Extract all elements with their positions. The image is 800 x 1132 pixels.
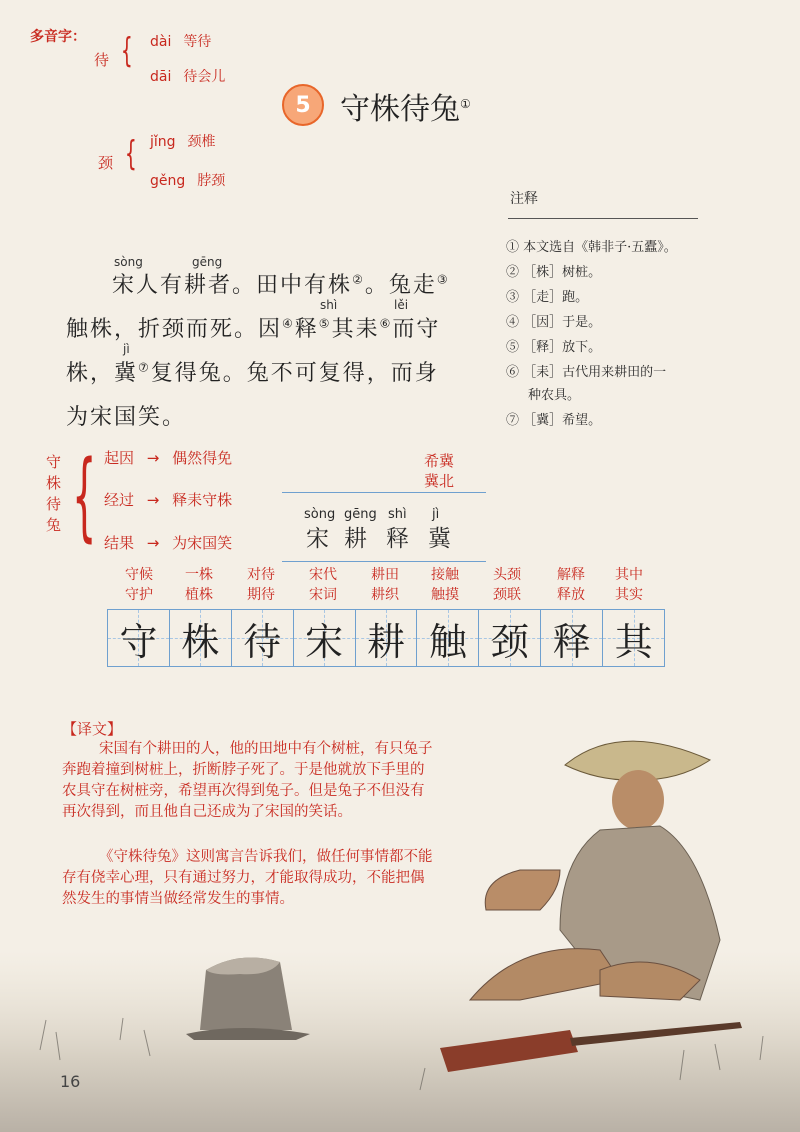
lesson-number-badge: 5 [282,84,324,126]
guide-line [282,492,486,493]
grid-cell [541,610,603,666]
grid-char: 株 [181,619,220,664]
pinyin: dāi [150,69,172,85]
text-seg: 而守 [392,317,441,342]
mindmap-label: 经过 [104,491,135,509]
pinyin: shì [388,507,407,522]
mindmap-label: 结果 [104,534,135,552]
practice-chars [306,520,457,553]
translation-line: 《守株待兔》这则寓言告诉我们，做任何事情都不能 [99,849,433,865]
pinyin: sòng [304,507,336,522]
mindmap-title: 守株待兔 [46,453,62,534]
compound-word: 希冀 [424,452,455,470]
grid-cell [294,610,356,666]
word-pair [106,565,172,605]
note-item: ⑦ ［冀］希望。 [506,413,602,428]
text-seg: 耒 [355,317,380,342]
footnote-ref: ③ [436,272,450,287]
mindmap-result: 偶然得免 [172,449,233,467]
character-writing-grid [107,609,665,667]
mindmap-row [104,489,232,510]
grid-char: 宋 [305,619,344,664]
text-seg: 其 [331,317,356,342]
grid-cell [417,610,479,666]
grid-char: 触 [428,619,467,664]
note-item: 种农具。 [528,388,581,403]
practice-char: 释 [386,526,415,552]
text-line-1 [112,268,450,299]
note-item: ① 本文选自《韩非子·五蠹》。 [506,240,677,255]
word: 解释 [557,567,585,583]
footnote-ref: ② [352,272,365,287]
note-item: ⑤ ［释］放下。 [506,340,602,355]
polyphonic-entry [150,31,211,51]
word: 其中 [615,567,643,583]
pinyin-geng: gēng [192,255,223,269]
word-pair [352,565,418,605]
word-pair [228,565,294,605]
word-pair [166,565,232,605]
text-seg: 复得兔。兔不可复得，而身 [150,361,439,386]
word: 植株 [185,587,213,603]
footnote-ref: ⑤ [318,316,332,331]
note-item: ⑥ ［耒］古代用来耕田的一 [506,365,667,380]
text-seg: 宋 [112,273,137,298]
grid-cell [170,610,232,666]
translation-line: 农具守在树桩旁，希望再次得到兔子。但是兔子不但没有 [62,783,425,799]
practice-char: 宋 [306,526,335,552]
mindmap-row [104,532,232,553]
arrow-icon: → [146,534,160,552]
note-item: ② ［株］树桩。 [506,265,602,280]
polyphonic-entry [150,66,225,86]
pinyin: gěng [150,173,186,189]
pinyin-ji: jì [123,342,130,356]
notes-title: 注释 [510,191,538,207]
brace-icon: { [124,134,137,174]
word: 触摸 [431,587,459,603]
pinyin: jì [432,507,440,522]
word-pair [474,565,540,605]
translation-line: 宋国有个耕田的人，他的田地中有个树桩，有只兔子 [99,741,433,757]
word: 守候 [125,567,153,583]
mindmap-result: 为宋国笑 [172,534,233,552]
lesson-title [340,84,471,128]
word: 期待 [247,587,275,603]
mindmap-row [104,447,232,468]
translation-label: 【译文】 [62,720,123,738]
polyphonic-entry [150,170,225,190]
guide-line [282,561,486,562]
text-seg: 释 [294,317,319,342]
word-pair [290,565,356,605]
word-pair [538,565,604,605]
word: 接触 [431,567,459,583]
word: 脖颈 [197,173,226,189]
grid-cell [356,610,418,666]
translation-line: 然发生的事情当做经常发生的事情。 [62,891,294,907]
word: 守护 [125,587,153,603]
word-pair [412,565,478,605]
grid-char: 其 [614,619,653,664]
page-number: 16 [60,1072,81,1091]
pinyin: jǐng [150,134,176,150]
lesson-title-text: 守株待兔 [340,92,460,127]
footnote-ref: ④ [282,316,295,331]
text-seg: 耕 [184,273,209,298]
polyphonic-char-jing: 颈 [98,154,114,172]
word: 耕田 [371,567,399,583]
polyphonic-label: 多音字： [30,29,86,45]
note-item: ④ ［因］于是。 [506,315,602,330]
grid-cell [108,610,170,666]
grid-char: 守 [119,619,158,664]
translation-line: 奔跑着撞到树桩上，折断脖子死了。于是他就放下手里的 [62,762,425,778]
text-seg: 株， [66,361,115,386]
word: 颈联 [493,587,521,603]
text-seg: 触株，折颈而死。因 [66,317,283,342]
text-line-4: 为宋国笑。 [66,405,187,430]
grid-cell [232,610,294,666]
word-compound [424,451,454,491]
word: 对待 [247,567,275,583]
note-item: ③ ［走］跑。 [506,290,589,305]
polyphonic-entry [150,131,216,151]
word: 宋词 [309,587,337,603]
word: 等待 [183,34,212,50]
text-seg: 人有 [136,273,185,298]
arrow-icon: → [146,449,160,467]
arrow-icon: → [146,491,160,509]
word: 待会儿 [183,69,226,85]
practice-char: 耕 [344,526,373,552]
grid-char: 待 [243,619,282,664]
mindmap-result: 释耒守株 [172,491,233,509]
text-line-2 [66,312,440,343]
grid-cell [603,610,664,666]
text-line-3 [66,356,439,387]
text-seg: 者。田中有株 [208,273,353,298]
footnote-mark: ① [460,97,471,111]
polyphonic-char-dai: 待 [94,51,110,69]
word: 颈椎 [187,134,216,150]
practice-char: 冀 [428,526,457,552]
grid-char: 颈 [490,619,529,664]
pinyin-song: sòng [114,255,143,269]
grid-char: 耕 [367,619,406,664]
word: 宋代 [309,567,337,583]
word: 头颈 [493,567,521,583]
brace-icon: { [72,440,97,552]
text-seg: 。兔走 [364,273,437,298]
footnote-ref: ⑥ [379,316,393,331]
grid-char: 释 [552,619,591,664]
pinyin-lei: lěi [394,298,409,312]
translation-line: 存有侥幸心理，只有通过努力，才能取得成功，不能把偶 [62,870,425,886]
pinyin: gēng [344,507,377,522]
word: 耕织 [371,587,399,603]
notes-divider [508,218,698,219]
word: 释放 [557,587,585,603]
word-pair [596,565,662,605]
footnote-ref: ⑦ [138,360,151,375]
pinyin-shi: shì [320,298,338,312]
mindmap-label: 起因 [104,449,135,467]
translation-line: 再次得到，而且他自己还成为了宋国的笑话。 [62,804,352,820]
word: 其实 [615,587,643,603]
grid-cell [479,610,541,666]
compound-word: 冀北 [424,472,455,490]
word: 一株 [185,567,213,583]
pinyin: dài [150,34,172,50]
brace-icon: { [120,31,133,71]
text-seg: 冀 [114,361,139,386]
